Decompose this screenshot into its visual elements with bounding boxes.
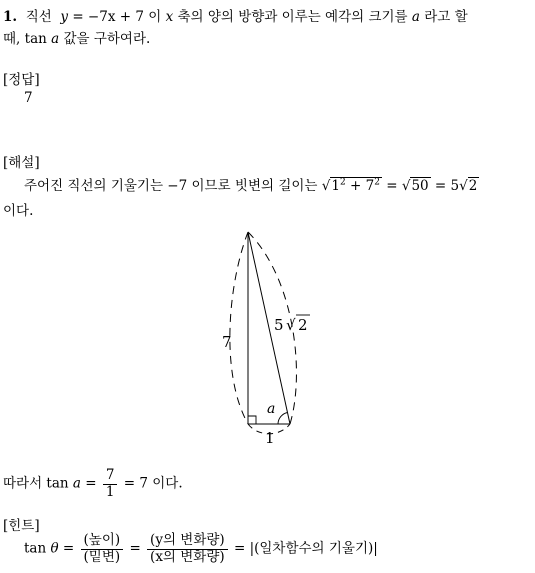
hint-f1-numerator: (높이): [81, 533, 124, 550]
problem-x-var: x: [165, 9, 174, 25]
exponent-b: 2: [374, 177, 380, 188]
problem-line-2: [3, 27, 150, 47]
hint-f2-denominator: (x의 변화량): [150, 548, 225, 565]
angle-arc: [278, 413, 288, 425]
sqrt-expression-2: √50: [401, 178, 429, 194]
conclusion-tan: tan: [46, 475, 69, 492]
fraction-numerator: 7: [103, 468, 118, 485]
vertical-brace: [230, 232, 248, 424]
label-angle: a: [267, 401, 276, 417]
problem-a-var: a: [411, 9, 420, 25]
answer-value: 7: [24, 90, 33, 106]
problem-tan: tan: [24, 31, 47, 47]
sqrt-plus-term: + 7: [349, 178, 375, 194]
hint-eq-1: =: [62, 540, 75, 557]
triangle-figure: [210, 224, 320, 450]
hint-formula: [24, 533, 378, 565]
problem-text-b: 이: [148, 9, 162, 25]
hint-eq-2: =: [129, 540, 141, 557]
hint-f2-numerator: (y의 변화량): [147, 533, 228, 550]
problem-number: 1.: [3, 9, 18, 25]
hint-tan: tan: [24, 540, 47, 557]
label-hyp-rad: 2: [298, 316, 308, 334]
problem-line-1: [3, 5, 468, 25]
exponent-a: 2: [339, 177, 346, 188]
problem-eq-rhs: = −7x + 7: [72, 9, 144, 25]
hint-eq-3: = |(일차함수의 기울기)|: [233, 540, 378, 557]
solution-text-b: 이므로 빗변의 길이는: [191, 178, 318, 194]
solution-slope: −7: [167, 178, 188, 194]
conclusion-line: [3, 468, 183, 500]
conclusion-a-var: a: [72, 475, 81, 492]
solution-text-a: 주어진 직선의 기울기는: [24, 178, 163, 194]
solution-line-1: [24, 174, 479, 194]
conclusion-eq: =: [85, 475, 97, 492]
solution-label: [해설]: [3, 155, 40, 171]
hint-label: [힌트]: [3, 518, 40, 534]
sqrt-base-3: 2: [468, 178, 478, 194]
hint-theta: θ: [50, 540, 59, 557]
problem-text-e: 때,: [3, 31, 21, 47]
problem-text-f: 값을 구하여라.: [63, 31, 151, 47]
fraction-denominator: 1: [105, 483, 115, 500]
problem-text-a: 직선: [25, 9, 52, 25]
problem-text-c: 축의 양의 방향과 이루는 예각의 크기를: [177, 9, 408, 25]
conclusion-text-a: 따라서: [3, 475, 43, 492]
solution-eq-2: = 5: [434, 178, 460, 194]
conclusion-fraction: [103, 468, 118, 500]
problem-text-d: 라고 할: [424, 9, 468, 25]
hint-f1-denominator: (밑변): [83, 548, 121, 565]
solution-line-2: 이다.: [3, 203, 34, 219]
right-angle-mark: [248, 416, 256, 424]
label-hyp-root: √: [286, 316, 296, 334]
hint-fraction-2: [147, 533, 228, 565]
label-vertical: 7: [222, 333, 232, 351]
label-hyp-coef: 5: [274, 316, 284, 334]
problem-a-var-2: a: [51, 31, 60, 47]
label-base: 1: [265, 429, 275, 447]
sqrt-base-1: 1: [331, 178, 340, 194]
answer-label: [정답]: [3, 72, 40, 88]
sqrt-base-2: 50: [411, 178, 429, 194]
conclusion-text-b: = 7 이다.: [123, 475, 183, 492]
problem-eq-lhs: y: [60, 9, 69, 25]
solution-eq-1: =: [386, 178, 398, 194]
hint-fraction-1: [81, 533, 124, 565]
sqrt-expression-3: √2: [459, 178, 478, 194]
sqrt-expression-1: $√1^2 + 7^2$: [321, 177, 380, 194]
